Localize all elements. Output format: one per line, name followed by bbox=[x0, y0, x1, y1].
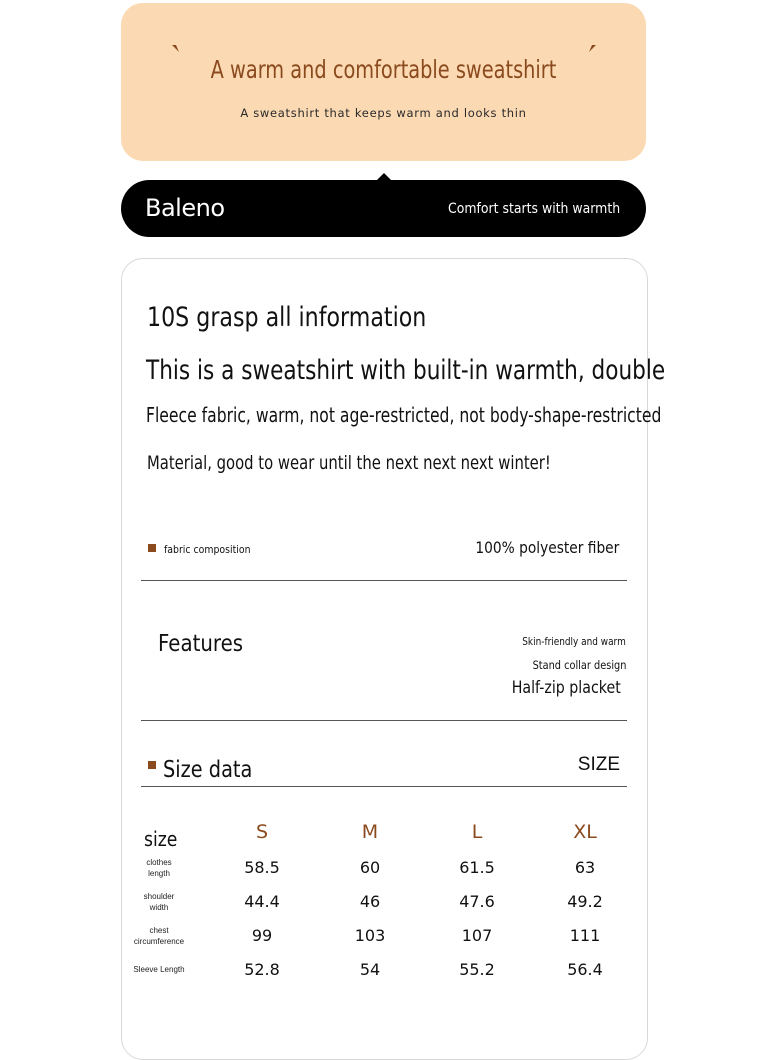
feature-item: Half-zip placket bbox=[511, 678, 621, 697]
size-cell: 107 bbox=[461, 926, 493, 945]
size-cell: 44.4 bbox=[244, 892, 280, 911]
row-label-line: circumference bbox=[133, 937, 185, 946]
size-cell: 46 bbox=[359, 892, 381, 911]
size-cell: 99 bbox=[251, 926, 273, 945]
divider bbox=[141, 580, 627, 581]
size-cell: 54 bbox=[359, 960, 381, 979]
size-cell: 103 bbox=[354, 926, 386, 945]
info-title: 10S grasp all information bbox=[147, 302, 427, 333]
banner-title: A warm and comfortable sweatshirt bbox=[210, 55, 557, 84]
size-column-header: S bbox=[255, 821, 269, 843]
feature-item: Skin-friendly and warm bbox=[522, 636, 626, 648]
info-description-line: This is a sweatshirt with built-in warmth, double bbox=[146, 355, 666, 386]
fabric-composition-value: 100% polyester fiber bbox=[475, 538, 619, 557]
size-cell: 60 bbox=[359, 858, 381, 877]
divider bbox=[141, 786, 627, 787]
size-row-label bbox=[130, 857, 188, 879]
row-label-line: length bbox=[148, 869, 170, 878]
size-column-header: M bbox=[361, 821, 379, 843]
size-column-header: XL bbox=[573, 821, 597, 843]
bullet-square-icon bbox=[148, 761, 156, 769]
row-label-line: Sleeve Length bbox=[133, 965, 185, 974]
size-data-title: Size data bbox=[163, 757, 253, 783]
info-description-line: Fleece fabric, warm, not age-restricted, not body-shape-restricted bbox=[146, 403, 662, 427]
banner-subtitle: A sweatshirt that keeps warm and looks thin bbox=[240, 106, 527, 120]
size-row-label bbox=[130, 925, 188, 947]
feature-item: Stand collar design bbox=[532, 658, 626, 672]
size-cell: 56.4 bbox=[567, 960, 603, 979]
info-description-line: Material, good to wear until the next next next winter! bbox=[147, 452, 551, 474]
size-row-label bbox=[130, 964, 188, 975]
size-cell: 55.2 bbox=[459, 960, 495, 979]
size-cell: 63 bbox=[574, 858, 596, 877]
row-label-line: clothes bbox=[146, 858, 172, 867]
size-cell: 49.2 bbox=[567, 892, 603, 911]
size-cell: 61.5 bbox=[459, 858, 495, 877]
size-row-label bbox=[130, 891, 188, 913]
fabric-composition-label: fabric composition bbox=[164, 543, 251, 556]
brand-logo: Baleno bbox=[145, 194, 225, 222]
size-cell: 58.5 bbox=[244, 858, 280, 877]
divider bbox=[141, 720, 627, 721]
size-cell: 52.8 bbox=[244, 960, 280, 979]
size-heading-label: SIZE bbox=[577, 754, 620, 775]
row-label-line: shoulder bbox=[143, 892, 175, 901]
features-title: Features bbox=[158, 631, 244, 657]
size-cell: 111 bbox=[569, 926, 601, 945]
row-label-line: width bbox=[149, 903, 169, 912]
bullet-square-icon bbox=[148, 544, 156, 552]
brand-tagline: Comfort starts with warmth bbox=[447, 201, 620, 217]
size-cell: 47.6 bbox=[459, 892, 495, 911]
size-column-header: L bbox=[471, 821, 483, 843]
row-label-line: chest bbox=[149, 926, 169, 935]
size-table-header-label: size bbox=[144, 827, 178, 851]
brand-bar bbox=[121, 180, 646, 237]
promo-banner bbox=[121, 3, 646, 161]
